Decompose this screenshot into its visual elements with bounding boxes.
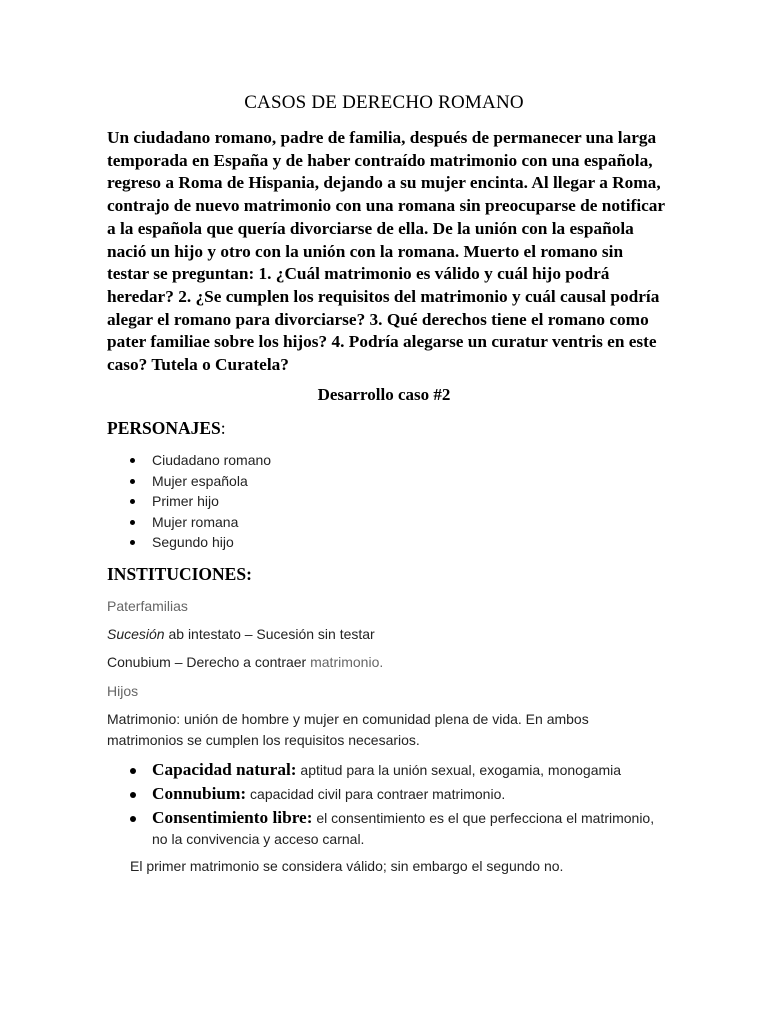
section-subtitle: Desarrollo caso #2 <box>317 385 451 404</box>
requisito-desc: el consentimiento es el que perfecciona el matrimonio, no la convivencia y acceso carnal. <box>152 810 655 847</box>
list-item <box>130 783 670 805</box>
personajes-heading <box>107 418 226 439</box>
list-item <box>130 759 670 781</box>
case-statement: Un ciudadano romano, padre de familia, después de permanecer una larga temporada en España y de haber contraído matrimonio con una española, regreso a Roma de Hispania, dejando a su mujer encinta. Al llegar a Roma, contrajo de nuevo matrimonio con una romana sin preocuparse de notificar a la española que quería divorciarse de ella. De la unión con la española nació un hijo y otro con la unión con la romana. Muerto el romano sin testar se preguntan: 1. ¿Cuál matrimonio es válido y cuál hijo podrá heredar? 2. ¿Se cumplen los requisitos del matrimonio y cuál causal podría alegar el romano para divorciarse? 3. Qué derechos tiene el romano como pater familiae sobre los hijos? 4. Podría alegarse un curatur ventris en este caso? Tutela o Curatela? <box>107 128 665 375</box>
sucesion-text <box>107 624 375 645</box>
bullet-icon <box>130 458 135 463</box>
list-item <box>130 471 271 492</box>
list-item <box>130 491 271 512</box>
conubium-text <box>107 652 383 673</box>
list-item-label: Mujer española <box>152 472 248 489</box>
paterfamilias-text: Paterfamilias <box>107 598 188 614</box>
list-item-label: Ciudadano romano <box>152 452 272 468</box>
requisito-term: Capacidad natural: <box>152 760 297 779</box>
instituciones-heading: INSTITUCIONES: <box>107 564 252 584</box>
list-item <box>130 807 670 850</box>
requisito-desc: capacidad civil para contraer matrimonio. <box>246 786 506 802</box>
list-item-label: Primer hijo <box>152 493 219 510</box>
bullet-icon <box>130 540 135 545</box>
conubium-start: Conubium – Derecho a contraer <box>107 654 311 670</box>
bullet-icon <box>130 479 135 484</box>
bullet-icon <box>130 499 135 504</box>
list-item-label: Mujer romana <box>152 513 239 530</box>
sucesion-italic: Sucesión <box>107 626 165 642</box>
matrimonio-definition: Matrimonio: unión de hombre y mujer en comunidad plena de vida. En ambos matrimonios se cumplen los requisitos necesarios. <box>107 711 589 748</box>
document-title: CASOS DE DERECHO ROMANO <box>244 92 524 113</box>
list-item <box>130 532 271 553</box>
personajes-heading-colon: : <box>220 418 226 438</box>
personajes-heading-text: PERSONAJES <box>107 418 221 438</box>
bullet-icon <box>130 816 136 822</box>
conubium-end: matrimonio. <box>310 654 384 670</box>
requisitos-list <box>130 759 670 852</box>
bullet-icon <box>130 520 135 525</box>
personajes-list <box>130 450 271 553</box>
sucesion-rest: ab intestato – Sucesión sin testar <box>164 626 375 642</box>
requisito-desc: aptitud para la unión sexual, exogamia, monogamia <box>296 762 622 778</box>
requisito-term: Consentimiento libre: <box>152 808 313 827</box>
bullet-icon <box>130 792 136 798</box>
requisito-term: Connubium: <box>152 784 247 803</box>
list-item <box>130 512 271 533</box>
conclusion-text: El primer matrimonio se considera válido; sin embargo el segundo no. <box>130 858 564 874</box>
list-item-label: Segundo hijo <box>152 534 234 551</box>
bullet-icon <box>130 768 136 774</box>
list-item <box>130 450 271 471</box>
hijos-text: Hijos <box>107 683 139 699</box>
